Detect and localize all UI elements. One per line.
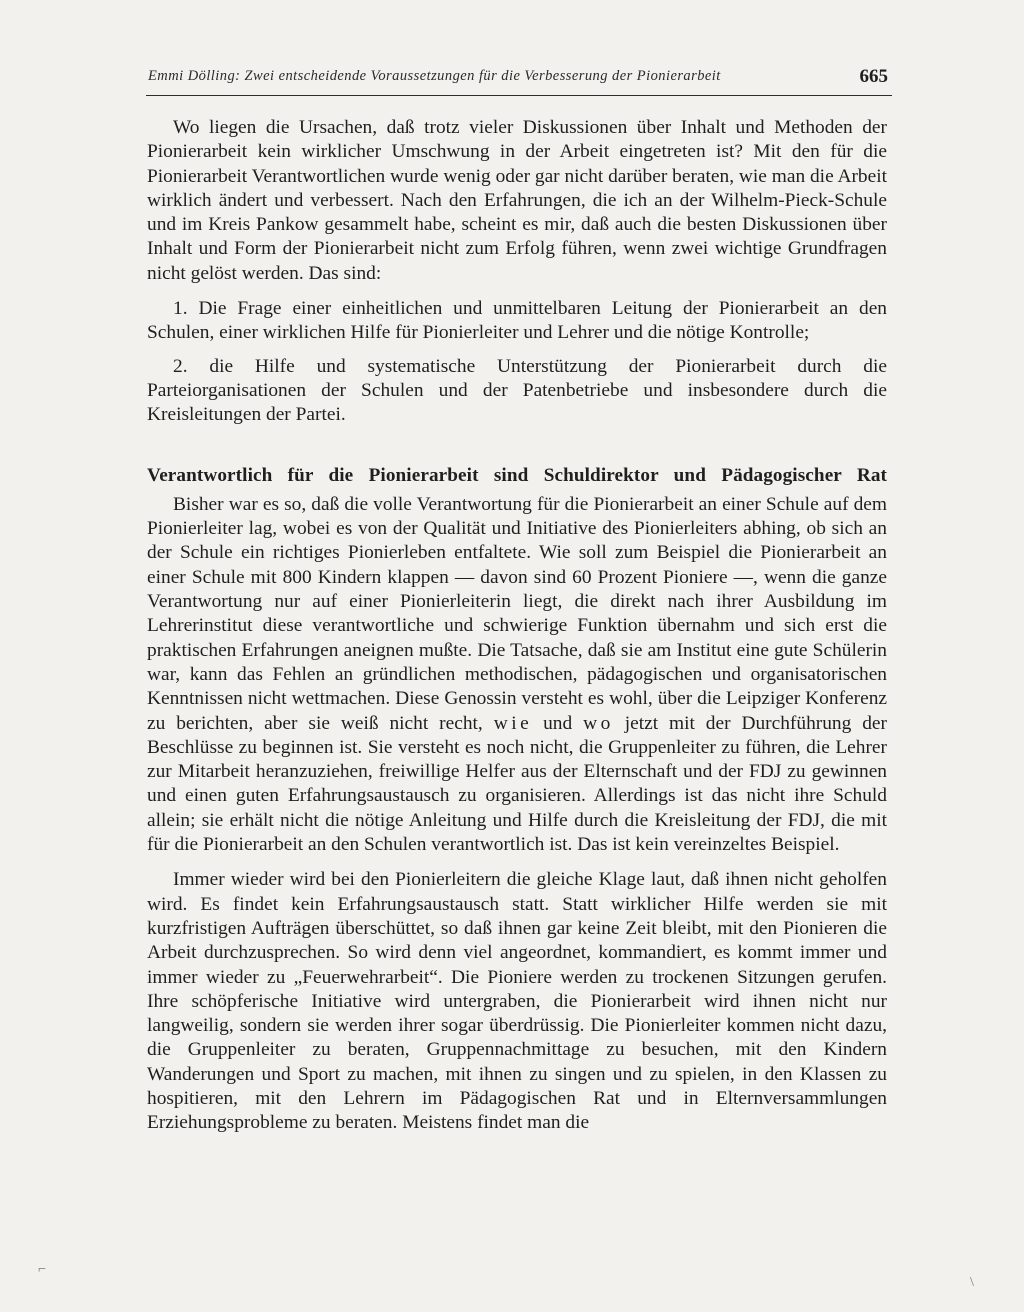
margin-mark: \ <box>970 1275 974 1290</box>
list-item-1: 1. Die Frage einer einheitlichen und unmittelbaren Leitung der Pionierarbeit an den Schulen, einer wirklichen Hilfe für Pionierleiter und Lehrer und die nötige Kontrolle; <box>147 298 887 344</box>
article-body <box>147 116 887 1136</box>
paragraph-responsibility <box>147 493 887 857</box>
paragraph-intro: Wo liegen die Ursachen, daß trotz vieler Diskussionen über Inhalt und Methoden der Pionierarbeit kein wirklicher Umschwung in der Arbeit eingetreten ist? Mit den für die Pionierarbeit Verantwortlichen wurde wenig oder gar nicht darüber beraten, wie man die Arbeit wirklich ändert und verbessert. Nach den Erfahrungen, die ich an der Wilhelm-Pieck-Schule und im Kreis Pankow gesammelt habe, scheint es mir, daß auch die besten Diskussionen über Inhalt und Form der Pionierarbeit nicht zum Erfolg führen, wenn zwei wichtige Grundfragen nicht gelöst werden. Das sind: <box>147 117 887 284</box>
paragraph-complaints: Immer wieder wird bei den Pionierleitern die gleiche Klage laut, daß ihnen nicht geholfen wird. Es findet kein Erfahrungsaustausch statt. Statt wirklicher Hilfe werden sie mit kurzfristigen Aufträgen überschüttet, so daß ihnen gar keine Zeit bleibt, mit den Pionieren die Arbeit durchzusprechen. So wird denn viel angeordnet, kommandiert, es kommt immer und immer wieder zu „Feuerwehrarbeit“. Die Pioniere werden zu trockenen Sitzungen gerufen. Ihre schöpferische Initiative wird untergraben, die Pionierarbeit wird ihnen nicht nur langweilig, sondern sie werden ihrer sogar überdrüssig. Die Pionierleiter kommen nicht dazu, die Gruppenleiter zu beraten, Gruppennachmittage zu besuchen, mit den Kindern Wanderungen und Sport zu machen, mit ihnen zu singen und zu spielen, in den Klassen zu hospitieren, mit den Lehrern im Pädagogischen Rat und in Elternversammlungen Erziehungsprobleme zu beraten. Meistens findet man die <box>147 869 887 1134</box>
margin-mark: ⌐ <box>38 1262 46 1277</box>
paragraph-text: und <box>532 712 584 734</box>
page-header <box>148 66 892 90</box>
paragraph-text: Bisher war es so, daß die volle Verantwortung für die Pionierarbeit an einer Schule auf dem Pionierleiter lag, wobei es von der Qualität und Initiative des Pionierleiters abhing, ob sich an der Schule ein richtiges Pionierleben entfaltete. Wie soll zum Beispiel die Pionierarbeit an einer Schule mit 800 Kindern klappen — davon sind 60 Prozent Pioniere —, wenn die ganze Verantwortung nur auf einer Pionierleiterin liegt, die direkt nach ihrer Ausbildung im Lehrerinstitut diese verantwortliche und schwierige Funktion übernahm und sich erst die praktischen Erfahrungen aneignen mußte. Die Tatsache, daß sie am Institut eine gute Schülerin war, kann das Fehlen an gründlichen methodischen, pädagogischen und organisatorischen Kenntnissen nicht wettmachen. Diese Genossin versteht es wohl, über die Leipziger Konferenz zu berichten, aber sie weiß nicht recht, <box>147 493 887 734</box>
section-heading: Verantwortlich für die Pionierarbeit sind Schuldirektor und Pädagogischer Rat <box>147 464 887 486</box>
header-rule <box>146 95 892 96</box>
running-head: Emmi Dölling: Zwei entscheidende Voraussetzungen für die Verbesserung der Pionierarbeit <box>148 68 721 84</box>
page-number: 665 <box>859 66 888 87</box>
list-item-2: 2. die Hilfe und systematische Unterstützung der Pionierarbeit durch die Parteiorganisationen der Schulen und der Patenbetriebe und insbesondere durch die Kreisleitungen der Partei. <box>147 355 887 426</box>
emphasis-wo: wo <box>583 712 614 734</box>
paragraph-text: jetzt mit der Durchführung der Beschlüsse zu beginnen ist. Sie versteht es noch nicht, die Gruppenleiter zu führen, die Lehrer zur Mitarbeit heranzuziehen, freiwillige Helfer aus der Elternschaft und der FDJ zu gewinnen und einen guten Erfahrungsaustausch zu organisieren. Allerdings ist das nicht ihre Schuld allein; sie erhält nicht die nötige Anleitung und Hilfe durch die Kreisleitung der FDJ, die mit für die Pionierarbeit an den Schulen verantwortlich ist. Das ist kein vereinzeltes Beispiel. <box>147 712 887 856</box>
emphasis-wie: wie <box>493 712 533 734</box>
